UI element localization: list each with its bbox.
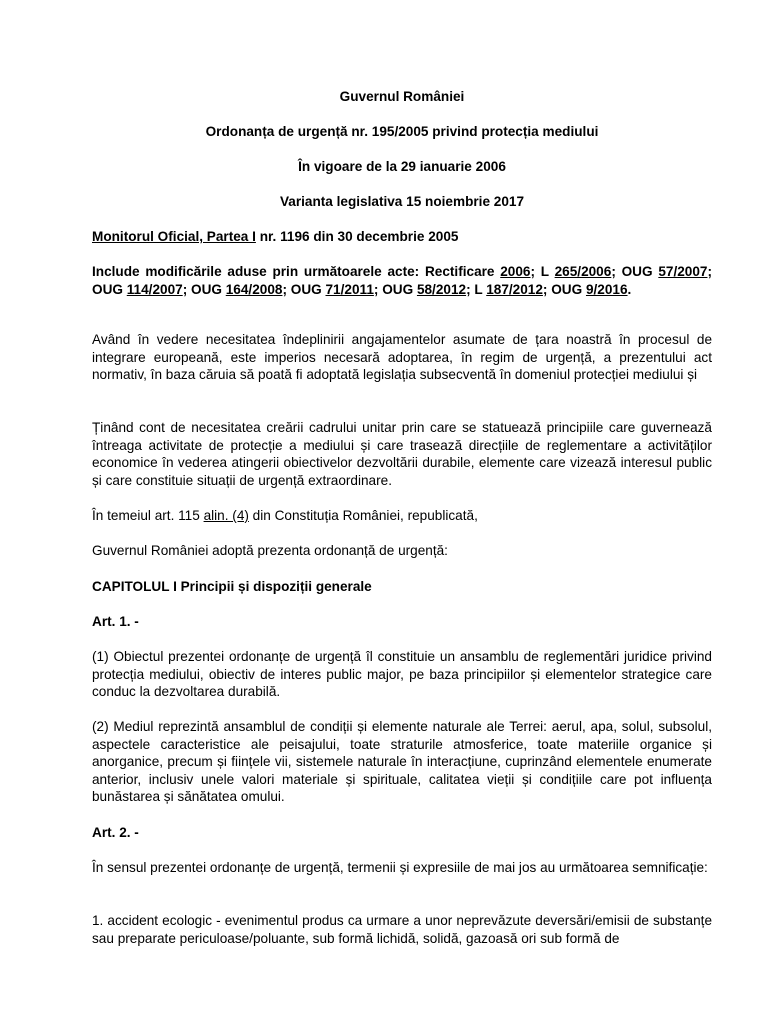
amendment-link[interactable]: 164/2008	[225, 281, 283, 297]
amendment-link[interactable]: 2006	[500, 264, 531, 279]
document-subtitle: Ordonanța de urgență nr. 195/2005 privind protecția mediului	[205, 124, 599, 139]
amendments-text: ; L	[530, 264, 555, 279]
preamble-paragraph-1: Având în vedere necesitatea îndeplinirii angajamentelor asumate de țara noastră în procesul de integrare europeană, este imperios necesară adoptarea, în regim de urgență, a prezentului act normativ, în baza căruia să poată fi adoptată legislația subsecventă în domeniul protecției mediului și	[92, 332, 712, 383]
monitorul-oficial-link[interactable]: Monitorul Oficial, Partea I	[92, 229, 256, 244]
constitution-article-link[interactable]: alin. (4)	[203, 508, 249, 523]
chapter-heading: CAPITOLUL I Principii și dispoziții generale	[92, 579, 372, 594]
amendments-text: ; OUG	[92, 264, 712, 297]
article-2-heading: Art. 2. -	[92, 825, 139, 840]
amendment-link[interactable]: 71/2011	[325, 281, 374, 297]
publication-line	[92, 228, 712, 246]
article-2-definition-1: 1. accident ecologic - evenimentul produs ca urmare a unor neprevăzute deversări/emisii de substanțe sau preparate periculoase/poluante, sub formă lichidă, solidă, gazoasă ori sub formă de	[92, 913, 712, 946]
article-1-heading: Art. 1. -	[92, 614, 139, 629]
amendment-link[interactable]: 114/2007	[126, 281, 183, 297]
amendment-link[interactable]: 265/2006	[554, 264, 612, 279]
document-title: Guvernul României	[339, 89, 465, 104]
amendments-text: ; OUG	[373, 281, 417, 297]
article-2-paragraph-1: În sensul prezentei ordonanțe de urgență, termenii și expresiile de mai jos au următoarea semnificație:	[92, 860, 708, 875]
amendments-text: ; L	[466, 281, 487, 297]
amendments-paragraph	[92, 263, 712, 298]
amendment-link[interactable]: 187/2012	[486, 281, 543, 297]
amendment-link[interactable]: 57/2007	[658, 264, 708, 279]
article-1-paragraph-1: (1) Obiectul prezentei ordonanțe de urgență îl constituie un ansamblu de reglementări juridice privind protecția mediului, obiectiv de interes public major, pe baza principiilor și elementelor strategice care conduc la dezvoltarea durabilă.	[92, 649, 712, 700]
preamble-text: din Constituția României, republicată,	[248, 508, 478, 523]
amendments-text: ; OUG	[542, 281, 586, 297]
article-1-paragraph-2: (2) Mediul reprezintă ansamblul de condiții și elemente naturale ale Terrei: aerul, apa, solul, subsolul, aspectele caracteristice ale peisajului, toate straturile atmosferice, toate materiile organice și anorganice, precum și ființele vii, sistemele naturale în interacțiune, cuprinzând elementele enumerate anterior, inclusiv unele valori materiale și spirituale, calitatea vieții și condițiile care pot influența bunăstarea și sănătatea omului.	[92, 719, 712, 805]
amendments-text: ; OUG	[182, 281, 226, 297]
legislative-version: Varianta legislativa 15 noiembrie 2017	[279, 194, 525, 209]
in-force-date: În vigoare de la 29 ianuarie 2006	[298, 159, 506, 174]
amendments-text: Include modificările aduse prin următoarele acte: Rectificare	[92, 264, 501, 279]
preamble-text: În temeiul art. 115	[92, 508, 204, 523]
preamble-paragraph-4: Guvernul României adoptă prezenta ordonanță de urgență:	[92, 543, 448, 558]
publication-details: nr. 1196 din 30 decembrie 2005	[255, 229, 459, 244]
amendment-link[interactable]: 9/2016	[585, 281, 628, 297]
amendments-text: ; OUG	[611, 264, 659, 279]
preamble-paragraph-2: Ținând cont de necesitatea creării cadrului unitar prin care se statuează principiile care guvernează întreaga activitate de protecție a mediului și care trasează direcțiile de reglementare a activităților economice în vederea atingerii obiectivelor dezvoltării durabile, elemente care vizează interesul public și care constituie situații de urgență extraordinare.	[92, 420, 712, 488]
amendments-text: .	[627, 281, 632, 297]
amendment-link[interactable]: 58/2012	[416, 281, 467, 297]
preamble-paragraph-3	[92, 507, 712, 525]
amendments-text: ; OUG	[282, 281, 326, 297]
